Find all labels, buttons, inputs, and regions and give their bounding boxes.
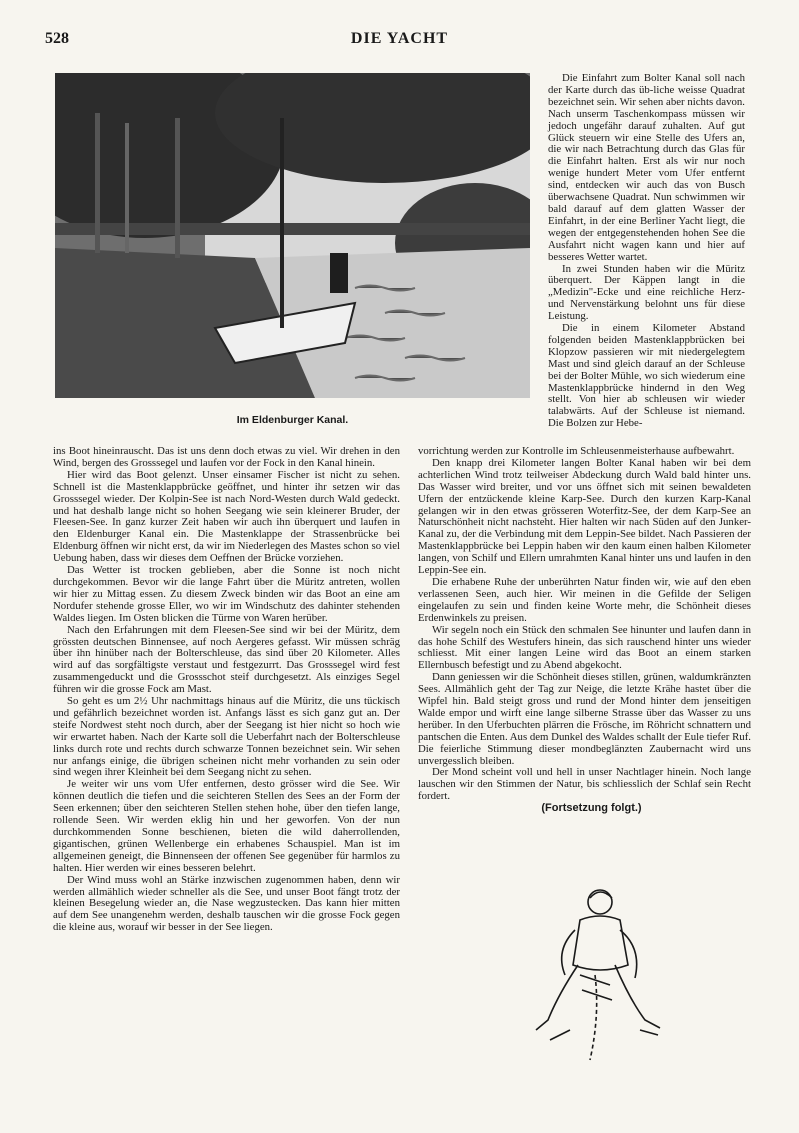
sailor-sketch-illustration [520,880,670,1065]
paragraph: In zwei Stunden haben wir die Müritz überquert. Der Käppen langt in die „Medizin"-Ecke und eine reichliche Herz- und Nervenstärkung belohnt uns für diese Leistung. [548,262,745,323]
canal-photo [55,73,530,398]
paragraph: Nach den Erfahrungen mit dem Fleesen-See sind wir bei der Müritz, dem grössten deutschen Binnensee, auf noch Aergeres gefasst. Wir müssen schräg über ihn hinüber nach der Bolterschleuse, das sind über 20 Kilometer. Alles wird auf das sorgfältigste verstaut und festgezurrt. Das Grosssegel wird fest zusammengeduckt und die Grossschot steif durchgesetzt. Als einziges Segel führen wir die grosse Fock am Mast. [53,623,400,696]
column-left [53,446,400,934]
page-number: 528 [45,30,69,47]
paragraph: Die Einfahrt zum Bolter Kanal soll nach der Karte durch das üb-liche weisse Quadrat bezeichnet sein. Wir sehen aber nichts davon. Nach unserm Taschenkompass müssen wir jedoch ungefähr darauf zuhalten. Auf gut Glück steuern wir eine Stelle des Ufers an, die wir nach Betrachtung durch das Glas für die Einfahrt halten. Erst als wir nur noch wenige hundert Meter vom Ufer entfernt sind, entdecken wir auch das von Busch überwachsene Quadrat. Nun schwimmen wir bald darauf auf dem glatten Wasser der Einfahrt, in der eine Berliner Yacht liegt, die wegen der entgegenstehenden hohen See die Ausfahrt nicht wagen kann und hier auf besseres Wetter wartet. [548,72,745,263]
continuation-note: (Fortsetzung folgt.) [541,802,642,815]
paragraph: Der Wind muss wohl an Stärke inzwischen zugenommen haben, denn wir werden allmählich wieder schneller als die See, und unser Boot fängt trotz der kleinen Besegelung wieder an, die Nase wegzustecken. Das kann hier mitten auf dem See unangenehm werden, deshalb tauschen wir die grosse Fock gegen die kleine aus, worauf wir besser in der See liegen. [53,873,400,934]
paragraph: Je weiter wir uns vom Ufer entfernen, desto grösser wird die See. Wir können deutlich die tiefen und die seichteren Stellen des Sees an der Form der Seen erkennen; über den seichteren Stellen stehen hohe, über den tiefen lange, rollende Seen. Wir werden eklig hin und her geworfen. Von der nun durchkommenden Sonne beschienen, bieten die wild daherrollenden, gigantischen, grünen Wellenberge ein erhabenes Schauspiel. Man ist im allgemeinen geneigt, die Binnenseen der offenen See gegenüber für harmlos zu halten. Hier werden wir eines besseren belehrt. [53,778,400,874]
paragraph: Die in einem Kilometer Abstand folgenden beiden Mastenklappbrücken bei Klopzow passieren wir mit niedergelegtem Mast und sind gleich darauf an der Schleuse bei der Bolter Mühle, wo sich wiederum eine Mastenklappbrücke hindernd in den Weg stellt. Von hier ab schleusen wir wieder talabwärts. Auf der Schleuse ist niemand. Die Bolzen zur Hebe- [548,322,745,430]
paragraph: So geht es um 2½ Uhr nachmittags hinaus auf die Müritz, die uns tückisch und gefährlich bezeichnet worden ist. Anfangs lässt es sich ganz gut an. Der steife Nordwest steht noch durch, aber der Seegang ist hier nicht so hoch wie wir erwartet haben. Nach der Karte soll die Ueberfahrt nach der Bolterschleuse links durch rote und rechts durch schwarze Tonnen bezeichnet sein. Wir sehen nur anfangs einige, die übrigen scheinen nicht mehr vorhanden zu sein oder sind wegen ihrer Kleinheit bei dem Seegang nicht zu sehen. [53,695,400,779]
paragraph: vorrichtung werden zur Kontrolle im Schleusenmeisterhause aufbewahrt. [418,445,735,457]
paragraph: Dann geniessen wir die Schönheit dieses stillen, grünen, waldumkränzten Sees. Allmählich geht der Tag zur Neige, die letzte Krähe hastet über die Wipfel hin. Bald steigt gross und rund der Mond hinter dem jenseitigen Walde empor und wirft eine lange silberne Strasse über das Wasser zu uns herüber. In den Uferbuchten plärren die Frösche, im Röhricht schnattern und pantschen die Enten. Aus dem Dunkel des Waldes schallt der Eule tiefer Ruf. Die feierliche Stimmung dieser mondbeglänzten Zaubernacht wird uns unvergesslich bleiben. [418,671,751,767]
running-head: DIE YACHT [350,30,449,47]
paragraph: Wir segeln noch ein Stück den schmalen See hinunter und laufen dann in das hohe Schilf des Westufers hinein, das sich rauschend hinter uns wieder schliesst. Mit einer langen Leine wird das Boot an einem starken Ellernbusch befestigt und zu Abend abgekocht. [418,623,751,672]
column-right-top [548,73,745,430]
paragraph: Hier wird das Boot gelenzt. Unser einsamer Fischer ist nicht zu sehen. Schnell ist die Mastenklappbrücke geöffnet, und hinter ihr setzen wir das Grosssegel wieder. Der Kolpin-See ist nach Nord-Westen durch Wald gedeckt. und hat deshalb lange nicht so hohen Seegang wie sein kleinerer Bruder, der Fleesen-See. In ganz kurzer Zeit haben wir auch ihn überquert und laufen in den Eldenburger Kanal ein. Die Mastenklappe der Strassenbrücke bei Eldenburg öffnen wir nicht erst, da wir im Niederlegen des Mastes schon so viel Uebung haben, dass wir dieses dem Oeffnen der Brücke vorziehen. [53,468,400,565]
paragraph: ins Boot hineinrauscht. Das ist uns denn doch etwas zu viel. Wir drehen in den Wind, bergen des Grosssegel und laufen vor der Fock in den Kanal hinein. [53,445,400,469]
paragraph: Die erhabene Ruhe der unberührten Natur finden wir, wie auf den eben verlassenen Seen, auch hier. Wir meinen in die Gefilde der Seligen eingelaufen zu sein und finden keine Worte mehr, die Schönheit dieses Erdenwinkels zu preisen. [418,575,751,624]
column-right [418,446,751,815]
paragraph: Das Wetter ist trocken geblieben, aber die Sonne ist noch nicht durchgekommen. Bevor wir die lange Fahrt über die Müritz antreten, wollen wir hier zu Mittag essen. Zu diesem Zweck binden wir das Boot an eine am Nordufer stehende grosse Eller, wo wir im Windschutz des dahinter stehenden Waldes liegen. Im Osten blicken die Türme von Waren herüber. [53,564,400,624]
paragraph: Der Mond scheint voll und hell in unser Nachtlager hinein. Noch lange lauschen wir den Stimmen der Natur, bis schliesslich der Schlaf sein Recht fordert. [418,766,751,803]
figure-caption: Im Eldenburger Kanal. [236,414,349,426]
paragraph: Den knapp drei Kilometer langen Bolter Kanal haben wir bei dem achterlichen Wind trotz teilweiser Abdeckung durch Wald bald hinter uns. Das Wasser wird breiter, und vor uns öffnet sich mit seinen bewaldeten Ufern der entzückende kleine Karp-See. Durch den kurzen Karp-Kanal gelangen wir in den etwas grösseren Woterfitz-See, der dem Karp-See an Naturschönheit nicht nachsteht. Hier halten wir nach Süden auf den Junker-Kanal zu, der die Verbindung mit dem Leppin-See bildet. Nach Passieren der Mastenklappbrücke bei Leppin haben wir den kaum einen halben Kilometer langen, von Schilf und Ellern umrahmten Kanal hinter uns und laufen in den Leppin-See ein. [418,456,751,577]
